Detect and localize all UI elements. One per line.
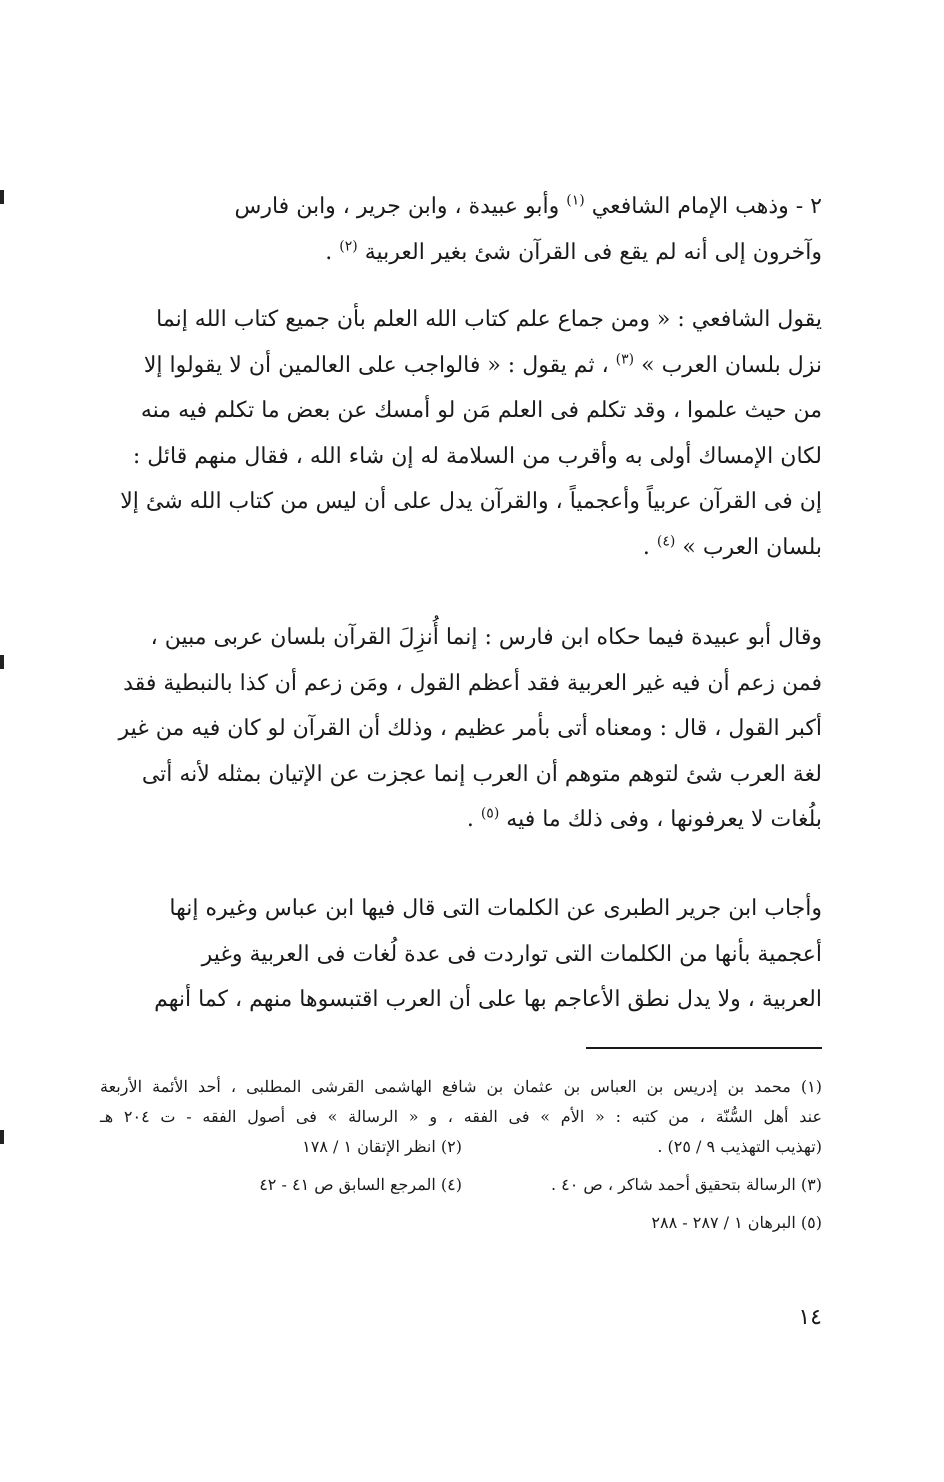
paragraph-4 [100,886,822,1023]
footnote-1-line-3: (تهذيب التهذيب ٩ / ٢٥) . [657,1137,822,1156]
footnote-1-line-1: (١) محمد بن إدريس بن العباس بن عثمان بن شافع الهاشمى القرشى المطلبى ، أحد الأئمة الأربعة [100,1077,822,1096]
paragraph-2-line-6: بلسان العرب » $^{(٤)}$ . [642,533,822,560]
paragraph-2-line-1: يقول الشافعي : « ومن جماع علم كتاب الله العلم بأن جميع كتاب الله إنما [156,307,822,332]
paragraph-3-line-1: وقال أبو عبيدة فيما حكاه ابن فارس : إنما أُنزِلَ القرآن بلسان عربى مبين ، [150,625,822,650]
paragraph-2-line-2: نزل بلسان العرب » $^{(٣)}$ ، ثم يقول : « فالواجب على العالمين أن لا يقولوا إلا [143,351,822,378]
paragraph-2-line-4: لكان الإمساك أولى به وأقرب من السلامة له إن شاء الله ، فقال منهم قائل : [132,443,822,469]
footnote-ref-1[interactable]: (١) [566,192,585,209]
paragraph-4-line-3: العربية ، ولا يدل نطق الأعاجم بها على أن العرب اقتبسوها منهم ، كما أنهم [154,987,822,1012]
paragraph-3-line-3: أكبر القول ، قال : ومعناه أتى بأمر عظيم ، وذلك أن القرآن لو كان فيه من غير [118,716,822,741]
paragraph-3-line-5: بلُغات لا يعرفونها ، وفى ذلك ما فيه $^{(٥)}$ . [466,805,822,832]
footnote-5: (٥) البرهان ١ / ٢٨٧ - ٢٨٨ [651,1213,822,1232]
paragraph-4-line-1: وأجاب ابن جرير الطبرى عن الكلمات التى قال فيها ابن عباس وغيره إنها [169,896,822,921]
scan-margin-mark [0,655,4,669]
scan-margin-mark [0,190,4,204]
paragraph-1-line-1: ٢ - وذهب الإمام الشافعي $^{(١)}$ وأبو عبيدة ، وابن جرير ، وابن فارس [234,192,822,219]
paragraph-2 [100,297,822,570]
footnote-4: (٤) المرجع السابق ص ٤١ - ٤٢ [259,1175,462,1194]
paragraph-3-line-2: فمن زعم أن فيه غير العربية فقد أعظم القول ، ومَن زعم أن كذا بالنبطية فقد [123,670,822,696]
footnote-ref-2[interactable]: (٢) [339,238,358,255]
footnote-2: (٢) انظر الإتقان ١ / ١٧٨ [302,1137,462,1156]
footnote-ref-4[interactable]: (٤) [656,533,676,550]
footnote-ref-3[interactable]: (٣) [615,351,635,368]
footnote-1-line-2: عند أهل السُّنّة ، من كتبه : « الأم » فى الفقه ، و « الرسالة » فى أصول الفقه - ت ٢٠٤ هـ [100,1107,822,1126]
footnote-ref-5[interactable]: (٥) [480,805,500,822]
footnote-row-1 [100,1132,822,1162]
paragraph-2-line-3: من حيث علموا ، وقد تكلم فى العلم مَن لو أمسك عن بعض ما تكلم فيه منه [140,398,822,423]
footnotes [100,1072,822,1238]
paragraph-3 [100,615,822,843]
page-number: ١٤ [798,1305,822,1330]
footnote-row-3 [100,1208,822,1238]
paragraph-2-line-5: إن فى القرآن عربياً وأعجمياً ، والقرآن يدل على أن ليس من كتاب الله شئ إلا [120,489,822,514]
paragraph-3-line-4: لغة العرب شئ لتوهم متوهم أن العرب إنما عجزت عن الإتيان بمثله لأنه أتى [141,761,822,787]
footnote-separator [586,1047,822,1049]
footnote-3: (٣) الرسالة بتحقيق أحمد شاكر ، ص ٤٠ . [550,1175,822,1194]
paragraph-1-line-2: وآخرون إلى أنه لم يقع فى القرآن شئ بغير العربية $^{(٢)}$ . [325,238,822,265]
paragraph-1 [100,184,822,275]
footnote-row-2 [100,1170,822,1200]
paragraph-4-line-2: أعجمية بأنها من الكلمات التى تواردت فى عدة لُغات فى العربية وغير [201,941,822,967]
scan-margin-mark [0,1130,4,1144]
